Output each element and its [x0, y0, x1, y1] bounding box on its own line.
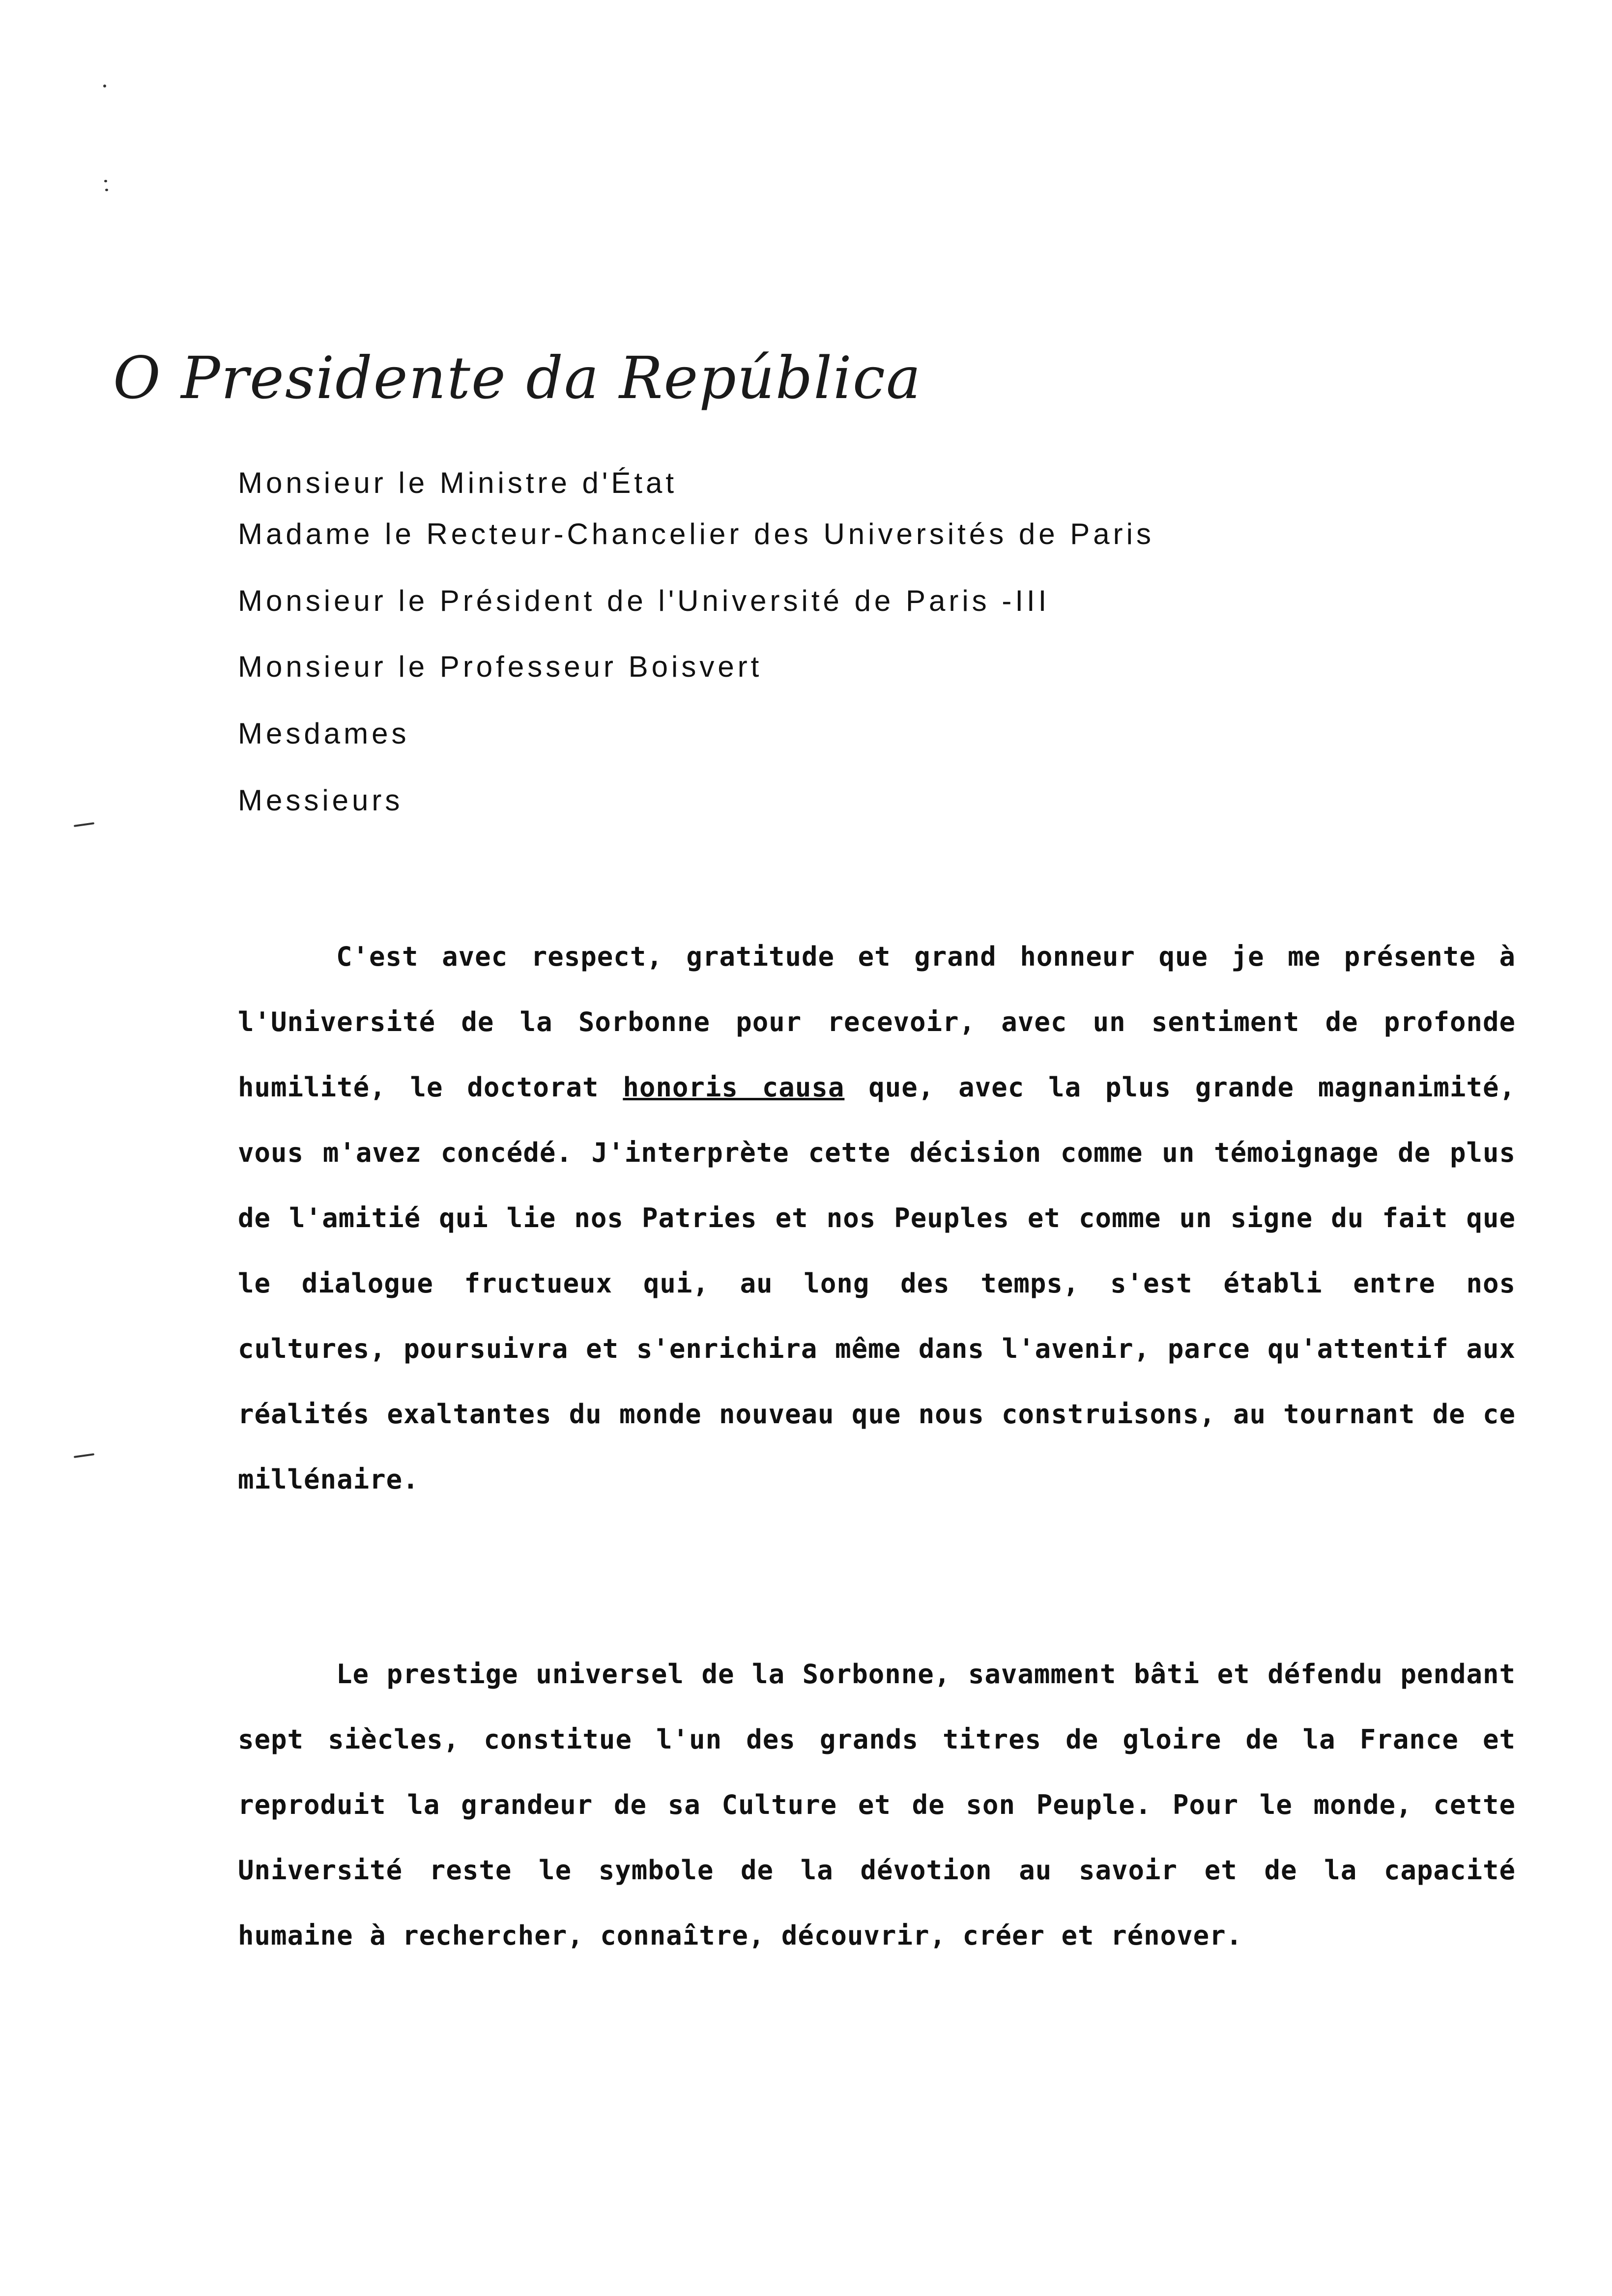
paragraph-text: que, avec la plus grande magnanimité, vous m'avez concédé. J'interprète cette décision comme un témoignage de plus de l'amitié qui lie nos Patries et nos Peuples et comme un signe du fait que le dialogue fructueux qui, au long des temps, s'est établi entre nos cultures, poursuivra et s'enrichira même dans l'avenir, parce qu'attentif aux réalités exaltantes du monde nouveau que nous construisons, au tournant de ce millénaire. [238, 1072, 1516, 1495]
salutation-line: Messieurs [238, 784, 403, 817]
body-paragraph-1 [238, 924, 1516, 1512]
letterhead: O Presidente da República [113, 344, 922, 412]
margin-mark [74, 822, 94, 827]
salutation-line: Monsieur le Président de l'Université de Paris -III [238, 584, 1050, 617]
salutation-line: Mesdames [238, 717, 410, 750]
margin-mark [74, 1453, 94, 1458]
scan-speck [104, 180, 107, 182]
paragraph-text: C'est avec respect, gratitude et grand honneur que je me présente à l'Université de la Sorbonne pour recevoir, avec un sentiment de profonde humilité, le doctorat [238, 941, 1516, 1103]
emphasized-phrase: honoris causa [623, 1072, 845, 1103]
body-paragraph-2 [238, 1641, 1516, 1968]
scan-speck [103, 85, 106, 87]
salutation-line: Madame le Recteur-Chancelier des Universités de Paris [238, 517, 1154, 550]
paragraph-text: Le prestige universel de la Sorbonne, savamment bâti et défendu pendant sept siècles, constitue l'un des grands titres de gloire de la France et reproduit la grandeur de sa Culture et de son Peuple. Pour le monde, cette Université reste le symbole de la dévotion au savoir et de la capacité humaine à rechercher, connaître, découvrir, créer et rénover. [238, 1659, 1516, 1951]
salutation-line: Monsieur le Ministre d'État [238, 466, 678, 499]
salutation-line: Monsieur le Professeur Boisvert [238, 650, 763, 683]
scan-speck [105, 189, 108, 191]
